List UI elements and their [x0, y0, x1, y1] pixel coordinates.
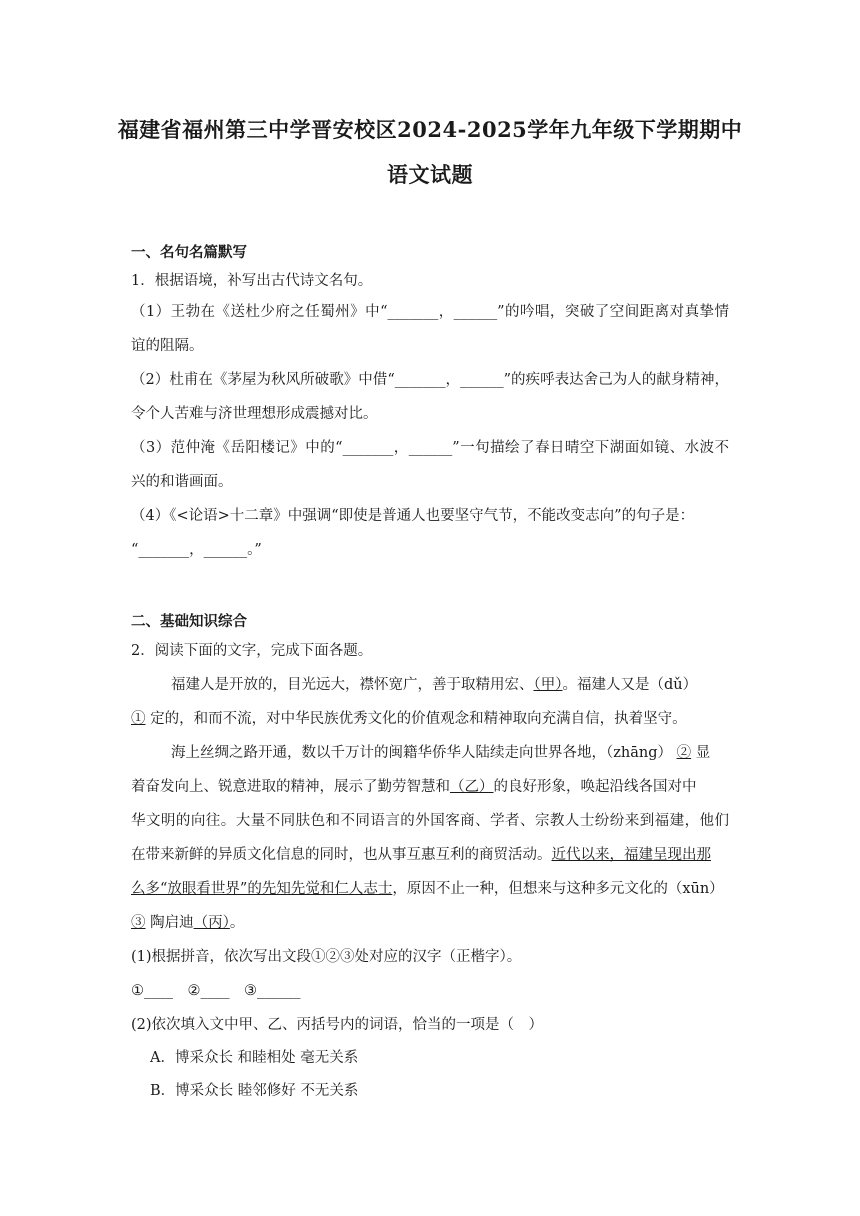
blank-1: ① — [131, 711, 146, 727]
underlined-sentence-part2: 么多“放眼看世界”的先知先觉和仁人志士 — [131, 881, 393, 897]
blank-jia: （甲） — [533, 677, 563, 693]
sub-question-2: (2)依次填入文中甲、乙、丙括号内的词语，恰当的一项是（ ） — [131, 1017, 544, 1033]
q1-part4-line1: （4）《<论语>十二章》中强调“即使是普通人也要坚守气节，不能改变志向”的句子是： — [131, 508, 695, 524]
passage-p2-line6: ③ 陶启迪（丙）。 — [131, 915, 245, 931]
option-b: B．博采众长 睦邻修好 不无关系 — [150, 1083, 359, 1099]
passage-p2-line5: 么多“放眼看世界”的先知先觉和仁人志士，原因不止一种，但想来与这种多元文化的（xūn） — [131, 881, 724, 897]
title-line-1: 福建省福州第三中学晋安校区2024-2025学年九年级下学期期中 — [117, 117, 743, 142]
q1-part4-line2: “_______，______。” — [131, 542, 262, 558]
q1-part2-line2: 令个人苦难与济世理想形成震撼对比。 — [131, 406, 378, 422]
passage-p1-line2: ① 定的，和而不流，对中华民族优秀文化的价值观念和精神取向充满自信，执着坚守。 — [131, 711, 687, 727]
blank-yi: （乙） — [450, 779, 494, 795]
section-2-heading: 二、基础知识综合 — [131, 613, 247, 630]
blank-2: ② — [676, 745, 692, 761]
q1-part3-line1: （3）范仲淹《岳阳楼记》中的“_______，______”一句描绘了春日晴空下湖面如镜、水波不 — [131, 440, 729, 456]
passage-p1-line1: 福建人是开放的，目光远大，襟怀宽广，善于取精用宏、（甲）。福建人又是（dǔ） — [171, 677, 698, 693]
q1-part2-line1: （2）杜甫在《茅屋为秋风所破歌》中借“_______，______”的疾呼表达舍己为人的献身精神， — [131, 372, 729, 388]
section-1-heading: 一、名句名篇默写 — [131, 244, 247, 261]
q1-part1-line2: 谊的阻隔。 — [131, 338, 204, 354]
question-1-stem: 1．根据语境，补写出古代诗文名句。 — [131, 273, 373, 289]
sub-question-1: (1)根据拼音，依次写出文段①②③处对应的汉字（正楷字）。 — [131, 949, 522, 965]
question-2-stem: 2．阅读下面的文字，完成下面各题。 — [131, 643, 373, 659]
underlined-sentence-part1: 近代以来，福建呈现出那 — [551, 847, 711, 863]
blank-bing: （丙） — [193, 915, 230, 931]
passage-p2-line3: 华文明的向往。大量不同肤色和不同语言的外国客商、学者、宗教人士纷纷来到福建，他们 — [131, 813, 729, 829]
q1-part3-line2: 兴的和谐画面。 — [131, 474, 233, 490]
passage-p2-line4: 在带来新鲜的异质文化信息的同时，也从事互惠互利的商贸活动。近代以来，福建呈现出那 — [131, 847, 711, 863]
option-a: A．博采众长 和睦相处 毫无关系 — [150, 1050, 359, 1066]
blank-3: ③ — [131, 915, 146, 931]
passage-p2-line2: 着奋发向上、锐意进取的精神，展示了勤劳智慧和（乙）的良好形象，唤起沿线各国对中 — [131, 779, 697, 795]
title-line-2: 语文试题 — [387, 162, 473, 187]
q1-part1-line1: （1）王勃在《送杜少府之任蜀州》中“_______，______”的吟唱，突破了空间距离对真挚情 — [131, 304, 729, 320]
passage-p2-line1: 海上丝绸之路开通，数以千万计的闽籍华侨华人陆续走向世界各地，（zhāng） ② 显 — [171, 745, 711, 761]
sub-question-1-blanks: ①____ ②____ ③______ — [131, 983, 301, 999]
